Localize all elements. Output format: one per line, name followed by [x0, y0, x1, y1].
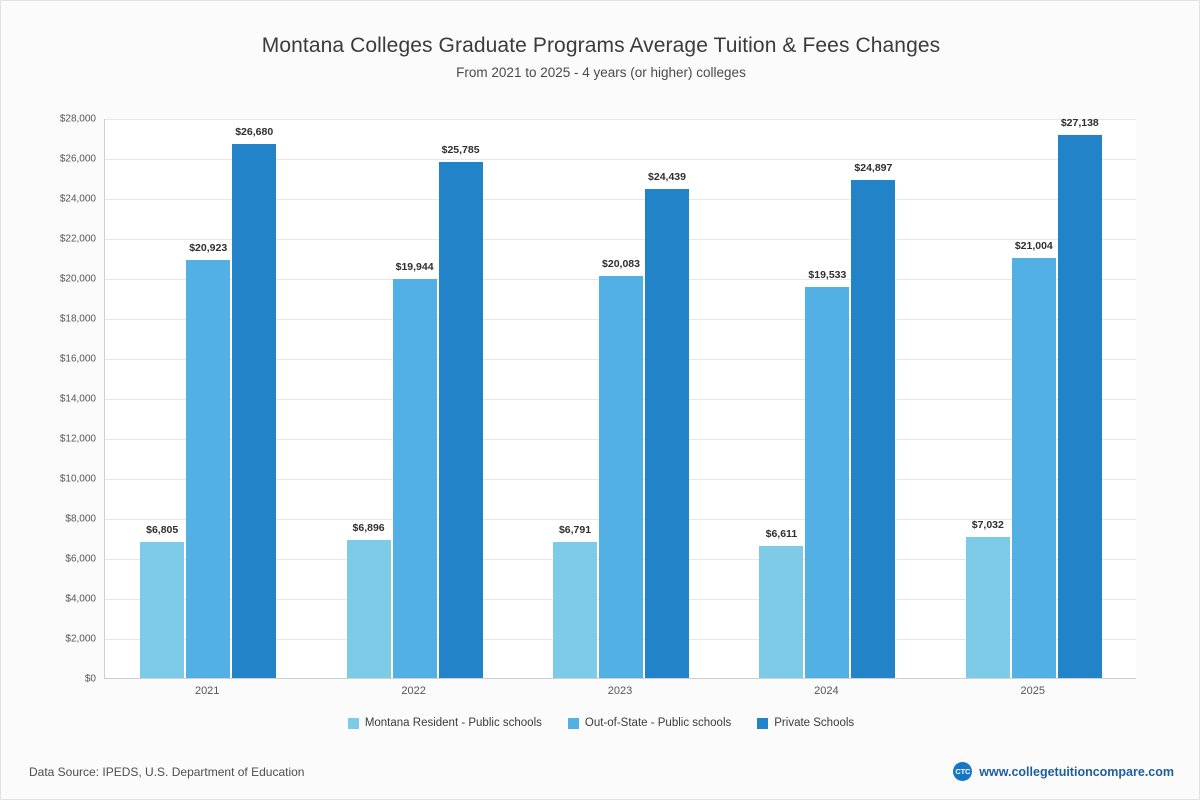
bar-value-label: $24,439	[648, 171, 686, 184]
bar-value-label: $21,004	[1014, 239, 1053, 252]
bar-value-label: $6,791	[558, 524, 592, 537]
bar-value-label: $20,083	[602, 258, 640, 271]
x-tick-label: 2022	[401, 685, 426, 697]
bar-value-label: $6,805	[146, 523, 179, 536]
y-tick-label: $20,000	[59, 273, 96, 285]
legend-swatch-icon	[568, 718, 579, 729]
bar-value-label: $27,138	[1060, 117, 1099, 130]
x-tick-label: 2023	[607, 685, 633, 697]
legend-item[interactable]	[348, 717, 542, 729]
y-tick-label: $26,000	[59, 153, 96, 165]
bar-value-label: $20,923	[189, 241, 228, 254]
bar[interactable]	[140, 542, 184, 678]
y-tick-label: $2,000	[65, 633, 96, 645]
bar[interactable]	[1058, 135, 1102, 678]
y-tick-label: $28,000	[59, 113, 96, 125]
y-tick-label: $16,000	[59, 353, 96, 365]
legend-swatch-icon	[757, 718, 768, 729]
legend-item[interactable]	[757, 717, 854, 729]
y-tick-label: $6,000	[65, 553, 96, 565]
bar-value-label: $26,680	[235, 126, 274, 139]
legend-item[interactable]	[568, 717, 731, 729]
y-tick-label: $12,000	[59, 433, 96, 445]
bar[interactable]	[553, 542, 597, 678]
y-tick-label: $22,000	[59, 233, 96, 245]
bar-value-label: $19,533	[808, 269, 847, 282]
bar-value-label: $7,032	[971, 519, 1004, 532]
y-tick-label: $18,000	[59, 313, 96, 325]
brand-watermark[interactable]	[953, 762, 1174, 781]
bar[interactable]	[759, 546, 803, 678]
bar[interactable]	[393, 279, 437, 678]
x-tick-label: 2025	[1020, 685, 1046, 697]
y-tick-label: $24,000	[59, 193, 96, 205]
bar[interactable]	[232, 144, 276, 678]
chart-legend	[1, 717, 1200, 729]
y-tick-label: $4,000	[65, 593, 96, 605]
x-tick-label: 2021	[194, 685, 220, 697]
bar[interactable]	[439, 162, 483, 678]
bar-value-label: $6,896	[352, 522, 385, 535]
data-source-note: Data Source: IPEDS, U.S. Department of Education	[29, 765, 305, 779]
bar[interactable]	[347, 540, 391, 678]
brand-site-url: www.collegetuitioncompare.com	[979, 764, 1174, 779]
bar[interactable]	[851, 180, 895, 678]
bar[interactable]	[186, 260, 230, 678]
bar-value-label: $19,944	[395, 261, 434, 274]
y-tick-label: $0	[84, 673, 96, 685]
legend-label: Private Schools	[774, 717, 855, 729]
bar-value-label: $25,785	[441, 144, 480, 157]
bar[interactable]	[805, 287, 849, 678]
page-subtitle: From 2021 to 2025 - 4 years (or higher) colleges	[456, 65, 746, 80]
page-title: Montana Colleges Graduate Programs Average Tuition & Fees Changes	[261, 34, 941, 57]
ctc-logo-icon: CTC	[953, 762, 972, 781]
bar[interactable]	[966, 537, 1010, 678]
bar-value-label: $24,897	[854, 162, 893, 175]
plot-area	[104, 119, 1136, 679]
y-tick-label: $14,000	[59, 393, 96, 405]
bar[interactable]	[599, 276, 643, 678]
legend-label: Out-of-State - Public schools	[584, 717, 732, 729]
legend-label: Montana Resident - Public schools	[364, 717, 542, 729]
bar-value-label: $6,611	[765, 527, 798, 540]
y-tick-label: $10,000	[59, 473, 96, 485]
gridline	[105, 119, 1136, 120]
x-tick-label: 2024	[814, 685, 839, 697]
bar[interactable]	[1012, 258, 1056, 678]
y-tick-label: $8,000	[65, 513, 96, 525]
bar[interactable]	[645, 189, 689, 678]
legend-swatch-icon	[348, 718, 359, 729]
